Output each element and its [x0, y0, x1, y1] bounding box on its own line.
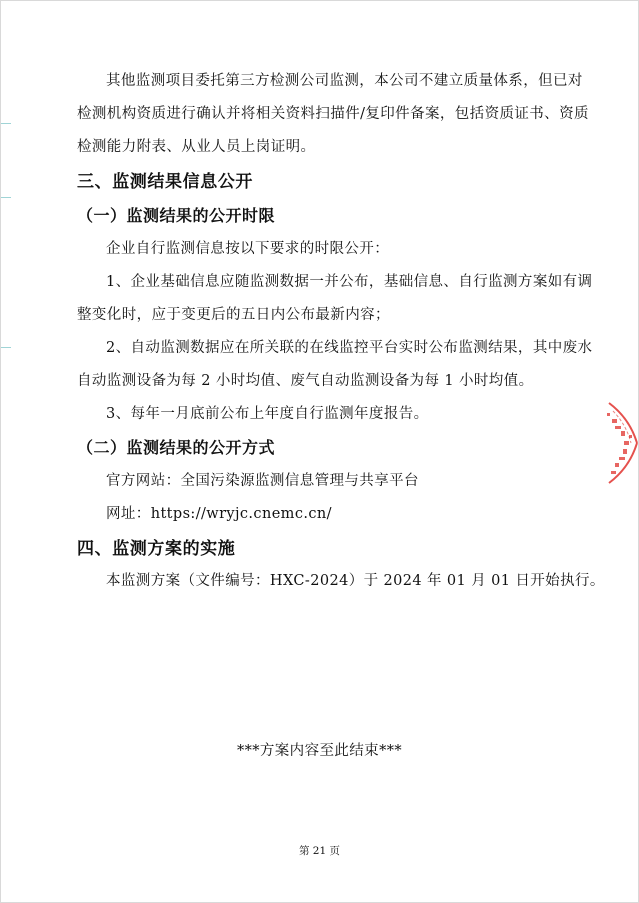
paragraph-line: 检测能力附表、从业人员上岗证明。 — [77, 139, 316, 155]
edge-mark — [1, 347, 11, 348]
list-item-line: 3、每年一月底前公布上年度自行监测年度报告。 — [106, 406, 429, 422]
list-item-line: 整变化时，应于变更后的五日内公布最新内容； — [77, 307, 390, 323]
red-seal-stamp — [603, 401, 639, 485]
edge-mark — [1, 197, 11, 198]
edge-mark — [1, 123, 11, 124]
paragraph-line: 检测机构资质进行确认并将相关资料扫描件/复印件备案，包括资质证书、资质 — [77, 106, 589, 122]
url-line: 网址：https://wryjc.cnemc.cn/ — [106, 506, 332, 522]
list-item-line: 2、自动监测数据应在所关联的在线监控平台实时公布监测结果，其中废水 — [106, 340, 593, 356]
page-number: 第 21 页 — [298, 845, 341, 857]
section-heading: 三、监测结果信息公开 — [77, 172, 253, 192]
end-note: ***方案内容至此结束*** — [236, 743, 403, 759]
paragraph-line: 官方网站：全国污染源监测信息管理与共享平台 — [106, 473, 419, 489]
paragraph-line: 企业自行监测信息按以下要求的时限公开： — [106, 241, 390, 257]
subsection-heading: （一）监测结果的公开时限 — [77, 206, 276, 225]
paragraph-line: 其他监测项目委托第三方检测公司监测，本公司不建立质量体系，但已对 — [106, 73, 583, 89]
section-heading: 四、监测方案的实施 — [77, 539, 236, 559]
subsection-heading: （二）监测结果的公开方式 — [77, 438, 276, 457]
paragraph-line: 本监测方案（文件编号：HXC-2024）于 2024 年 01 月 01 日开始执行。 — [106, 573, 605, 589]
list-item-line: 1、企业基础信息应随监测数据一并公布，基础信息、自行监测方案如有调 — [106, 274, 593, 290]
list-item-line: 自动监测设备为每 2 小时均值、废气自动监测设备为每 1 小时均值。 — [77, 373, 534, 389]
